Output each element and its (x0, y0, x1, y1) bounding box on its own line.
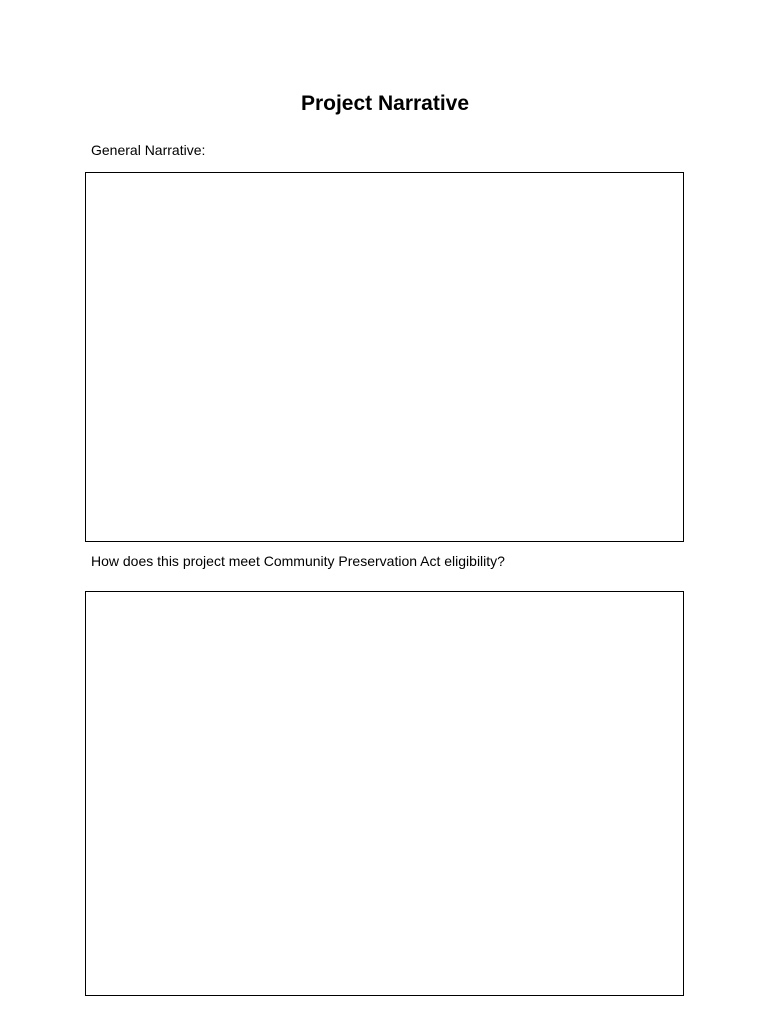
page-title: Project Narrative (300, 92, 470, 115)
cpa-eligibility-field[interactable] (85, 591, 684, 996)
cpa-eligibility-label: How does this project meet Community Preservation Act eligibility? (91, 553, 505, 569)
general-narrative-label: General Narrative: (91, 142, 206, 158)
general-narrative-field[interactable] (85, 172, 684, 542)
